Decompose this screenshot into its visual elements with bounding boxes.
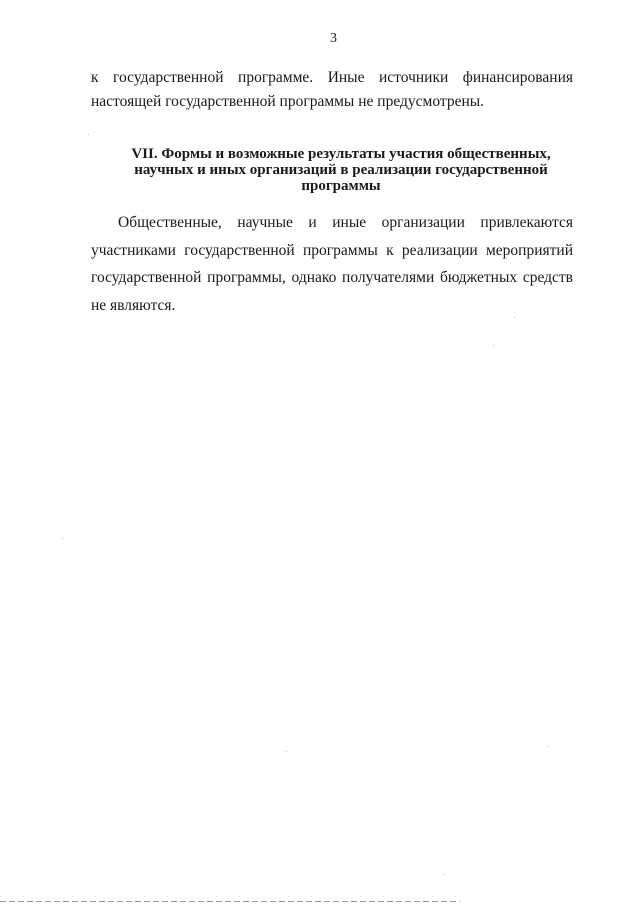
section-heading-line: программы (301, 178, 381, 194)
scan-speck (493, 345, 494, 346)
page-number: 3 (330, 31, 337, 46)
scan-speck (547, 746, 548, 747)
scan-speck (62, 538, 63, 539)
intro-paragraph (91, 66, 573, 114)
paragraph-line: не являются. (91, 296, 176, 314)
section-heading-line: VII. Формы и возможные результаты участия общественных, (131, 146, 551, 162)
scan-speck (514, 317, 515, 318)
scan-bottom-edge (0, 901, 460, 902)
scan-speck (444, 874, 445, 875)
intro-line: к государственной программе. Иные источники финансирования (91, 69, 573, 86)
scan-speck (88, 134, 89, 135)
section-heading (91, 146, 591, 194)
section-paragraph (91, 209, 573, 319)
paragraph-line: Общественные, научные и иные организации привлекаются (118, 214, 573, 231)
section-heading-line: научных и иных организаций в реализации государственной (134, 162, 548, 178)
paragraph-line: участниками государственной программы к реализации мероприятий (91, 241, 573, 259)
intro-line: настоящей государственной программы не предусмотрены. (91, 93, 485, 110)
scan-speck (286, 751, 287, 752)
paragraph-line: государственной программы, однако получателями бюджетных средств (91, 269, 573, 286)
